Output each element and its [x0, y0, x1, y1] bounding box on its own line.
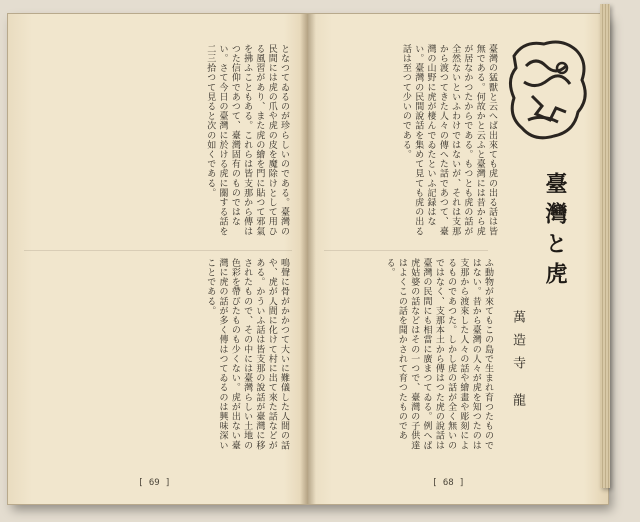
right-page-section-divider [324, 250, 488, 251]
decorative-seal-emblem [504, 36, 590, 146]
left-page-section-divider [24, 250, 292, 251]
open-book [8, 14, 608, 504]
page-edges [600, 4, 610, 488]
left-page-upper-text: となつてゐるのが珍らしいのである。臺灣の民間には虎の爪や虎の皮を魔除けとして用ひる風習があり、また虎の繪を門に貼つて邪氣を拂ふこともある。これらは皆支那から傳はつた信仰であつて、臺灣固有のものではない。さて今日の臺灣に於ける虎に關する話を二三拾つて見ると次の如くである。 [205, 44, 289, 236]
right-page-upper-text: 臺灣の猛獸と云へば出來ても虎の出る話は皆無である。何故かと云ふと臺灣には昔から虎が居なかつたからである。もつとも虎の話が全然ないといふわけではないが、それは支那から渡つてきた人々の傳へた話であつて、臺灣の山野に虎が棲んでゐたといふ記録はない。臺灣の民間說話を集めて見ても虎の出る話は至つて少いのである。 [400, 44, 497, 236]
book-gutter [300, 14, 316, 504]
page-number-left: [ 69 ] [138, 478, 171, 488]
right-page [308, 14, 608, 504]
article-title: 臺灣と虎 [542, 172, 568, 292]
article-author: 萬造寺 龍 [510, 310, 525, 417]
page-number-right: [ 68 ] [432, 478, 465, 488]
right-page-lower-text: ふ動物が來てもこの島で生まれ育つたものではない。昔から臺灣の人々が虎を知つたのは支那から渡來した人々の話や繪畫や彫刻によるものであつた。しかし虎の話が全く無いのではなく、支那本土から傳はつた虎の說話は臺灣の民間にも相當に廣まつてゐる。例へば虎姑婆の話などはその一つで、臺灣の子供達はよくこの話を聞かされて育つたものである。 [384, 258, 493, 450]
left-page [8, 14, 308, 504]
left-page-lower-text: 鳴聲に骨がかかつて大いに難儀した人間の話や、虎が人間に化けて村に出て來た話などがある。かういふ話は皆支那の說話が臺灣に移されたもので、その中には臺灣らしい土地の色彩を帶びたものも少くない。虎が出ない臺灣に虎の話が多く傳はつてゐるのは興味深いことである。 [205, 258, 289, 450]
